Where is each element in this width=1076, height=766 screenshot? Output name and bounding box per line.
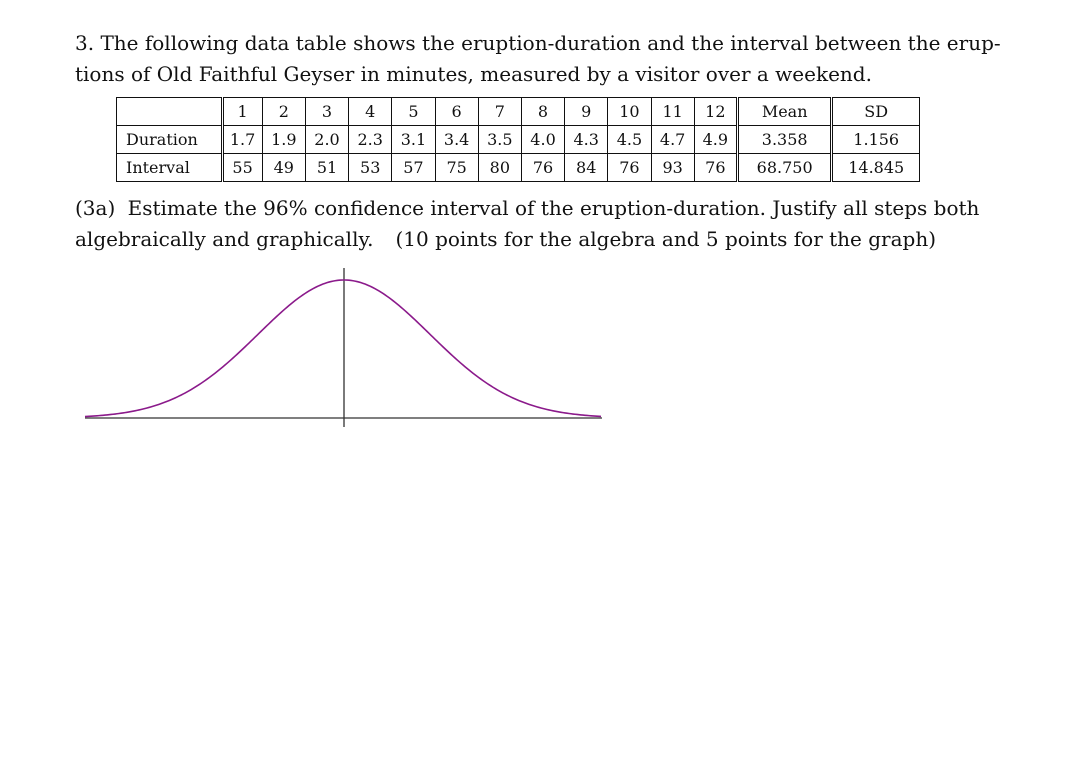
mean-cell: 3.358 <box>737 126 831 154</box>
column-header: 10 <box>608 98 651 126</box>
table-cell: 4.7 <box>651 126 694 154</box>
table-cell: 49 <box>262 154 305 182</box>
table-cell: 55 <box>222 154 262 182</box>
mean-header: Mean <box>737 98 831 126</box>
mean-cell: 68.750 <box>737 154 831 182</box>
problem-number: 3. <box>75 31 95 55</box>
table-cell: 75 <box>435 154 478 182</box>
column-header: 1 <box>222 98 262 126</box>
sd-cell: 14.845 <box>832 154 920 182</box>
table-cell: 76 <box>608 154 651 182</box>
table-cell: 53 <box>349 154 392 182</box>
column-header: 9 <box>565 98 608 126</box>
table-cell: 2.0 <box>305 126 348 154</box>
sd-cell: 1.156 <box>832 126 920 154</box>
column-header: 4 <box>349 98 392 126</box>
table-cell: 4.0 <box>521 126 564 154</box>
column-header: 2 <box>262 98 305 126</box>
table-cell: 3.4 <box>435 126 478 154</box>
table-cell: 4.9 <box>694 126 737 154</box>
subquestion-tag: (3a) <box>75 196 116 220</box>
problem-text-line-1: The following data table shows the eruption-duration and the interval between the erup- <box>100 31 1001 55</box>
subquestion-text-line-1: Estimate the 96% confidence interval of the eruption-duration. Justify all steps both <box>127 196 980 220</box>
table-cell: 80 <box>478 154 521 182</box>
row-label: Interval <box>117 154 223 182</box>
table-cell: 3.5 <box>478 126 521 154</box>
column-header: 5 <box>392 98 435 126</box>
table-cell: 2.3 <box>349 126 392 154</box>
column-header: 12 <box>694 98 737 126</box>
column-header: 8 <box>521 98 564 126</box>
table-cell: 4.3 <box>565 126 608 154</box>
problem-text-line-2: tions of Old Faithful Geyser in minutes, measured by a visitor over a weekend. <box>75 62 872 86</box>
column-header: 3 <box>305 98 348 126</box>
sd-header: SD <box>832 98 920 126</box>
table-cell: 84 <box>565 154 608 182</box>
table-cell: 57 <box>392 154 435 182</box>
table-cell: 3.1 <box>392 126 435 154</box>
table-cell: 51 <box>305 154 348 182</box>
table-cell: 76 <box>521 154 564 182</box>
bell-curve <box>85 280 601 417</box>
column-header: 6 <box>435 98 478 126</box>
table-cell: 93 <box>651 154 694 182</box>
row-label: Duration <box>117 126 223 154</box>
column-header: 11 <box>651 98 694 126</box>
column-header: 7 <box>478 98 521 126</box>
table-cell: 4.5 <box>608 126 651 154</box>
table-cell: 1.9 <box>262 126 305 154</box>
table-cell: 1.7 <box>222 126 262 154</box>
points-note: (10 points for the algebra and 5 points for the graph) <box>395 227 937 251</box>
table-cell: 76 <box>694 154 737 182</box>
subquestion-text-line-2: algebraically and graphically. <box>75 227 374 251</box>
